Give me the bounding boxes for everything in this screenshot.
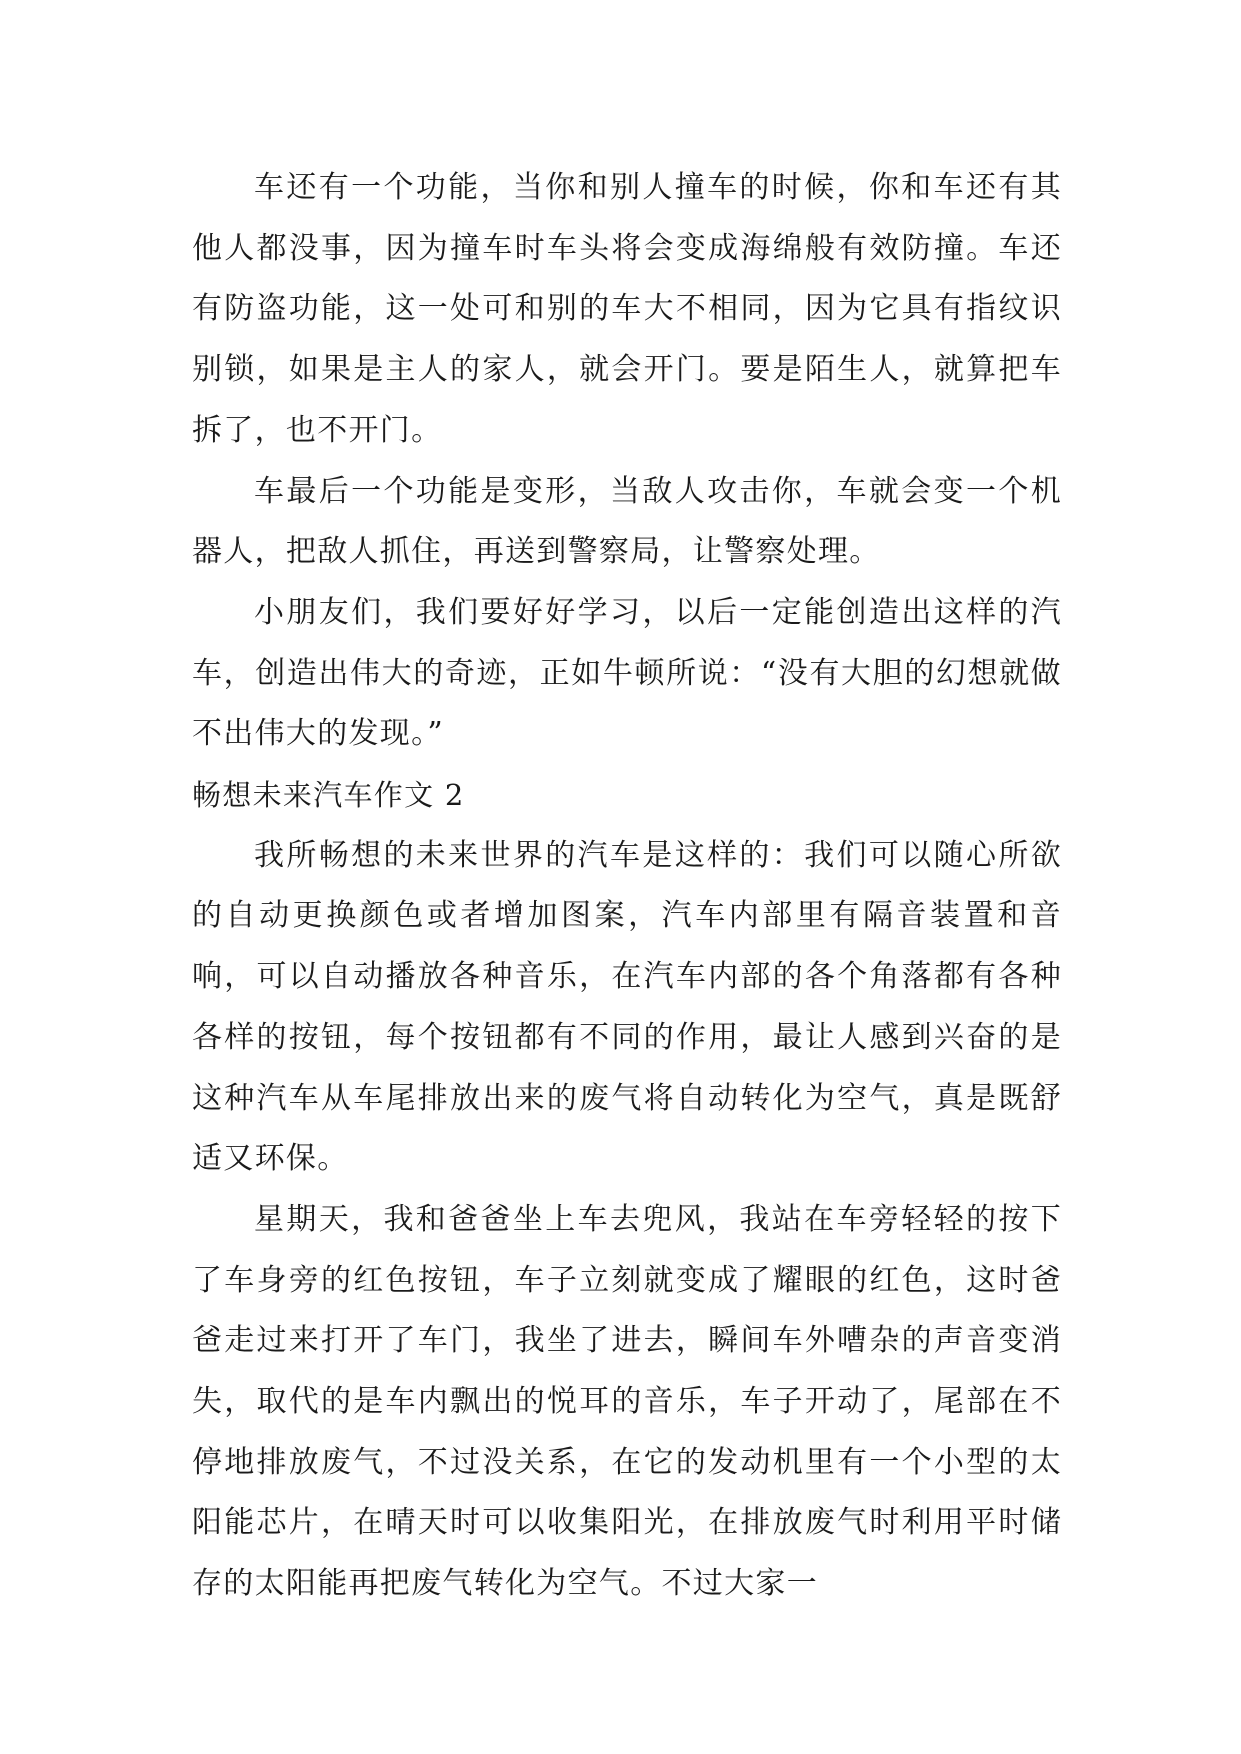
paragraph-car-functions: 车还有一个功能，当你和别人撞车的时候，你和车还有其他人都没事，因为撞车时车头将会变成海绵般有效防撞。车还有防盗功能，这一处可和别的车大不相同，因为它具有指纹识别锁，如果是主人的家人，就会开门。要是陌生人，就算把车拆了，也不开门。	[192, 170, 1062, 448]
paragraph-newton-quote: 小朋友们，我们要好好学习，以后一定能创造出这样的汽车，创造出伟大的奇迹，正如牛顿所说：“没有大胆的幻想就做不出伟大的发现。”	[192, 594, 1062, 752]
paragraph-sunday-ride: 星期天，我和爸爸坐上车去兜风，我站在车旁轻轻的按下了车身旁的红色按钮，车子立刻就变成了耀眼的红色，这时爸爸走过来打开了车门，我坐了进去，瞬间车外嘈杂的声音变消失，取代的是车内飘出的悦耳的音乐，车子开动了，尾部在不停地排放废气，不过没关系，在它的发动机里有一个小型的太阳能芯片，在晴天时可以收集阳光，在排放废气时利用平时储存的太阳能再把废气转化为空气。不过大家一	[192, 1201, 1062, 1602]
document-body	[192, 158, 1062, 1615]
paragraph-transform: 车最后一个功能是变形，当敌人攻击你，车就会变一个机器人，把敌人抓住，再送到警察局，让警察处理。	[192, 473, 1062, 570]
paragraph-future-car: 我所畅想的未来世界的汽车是这样的：我们可以随心所欲的自动更换颜色或者增加图案，汽车内部里有隔音装置和音响，可以自动播放各种音乐，在汽车内部的各个角落都有各种各样的按钮，每个按钮都有不同的作用，最让人感到兴奋的是这种汽车从车尾排放出来的废气将自动转化为空气，真是既舒适又环保。	[192, 837, 1062, 1177]
essay-heading: 畅想未来汽车作文 2	[192, 778, 465, 813]
